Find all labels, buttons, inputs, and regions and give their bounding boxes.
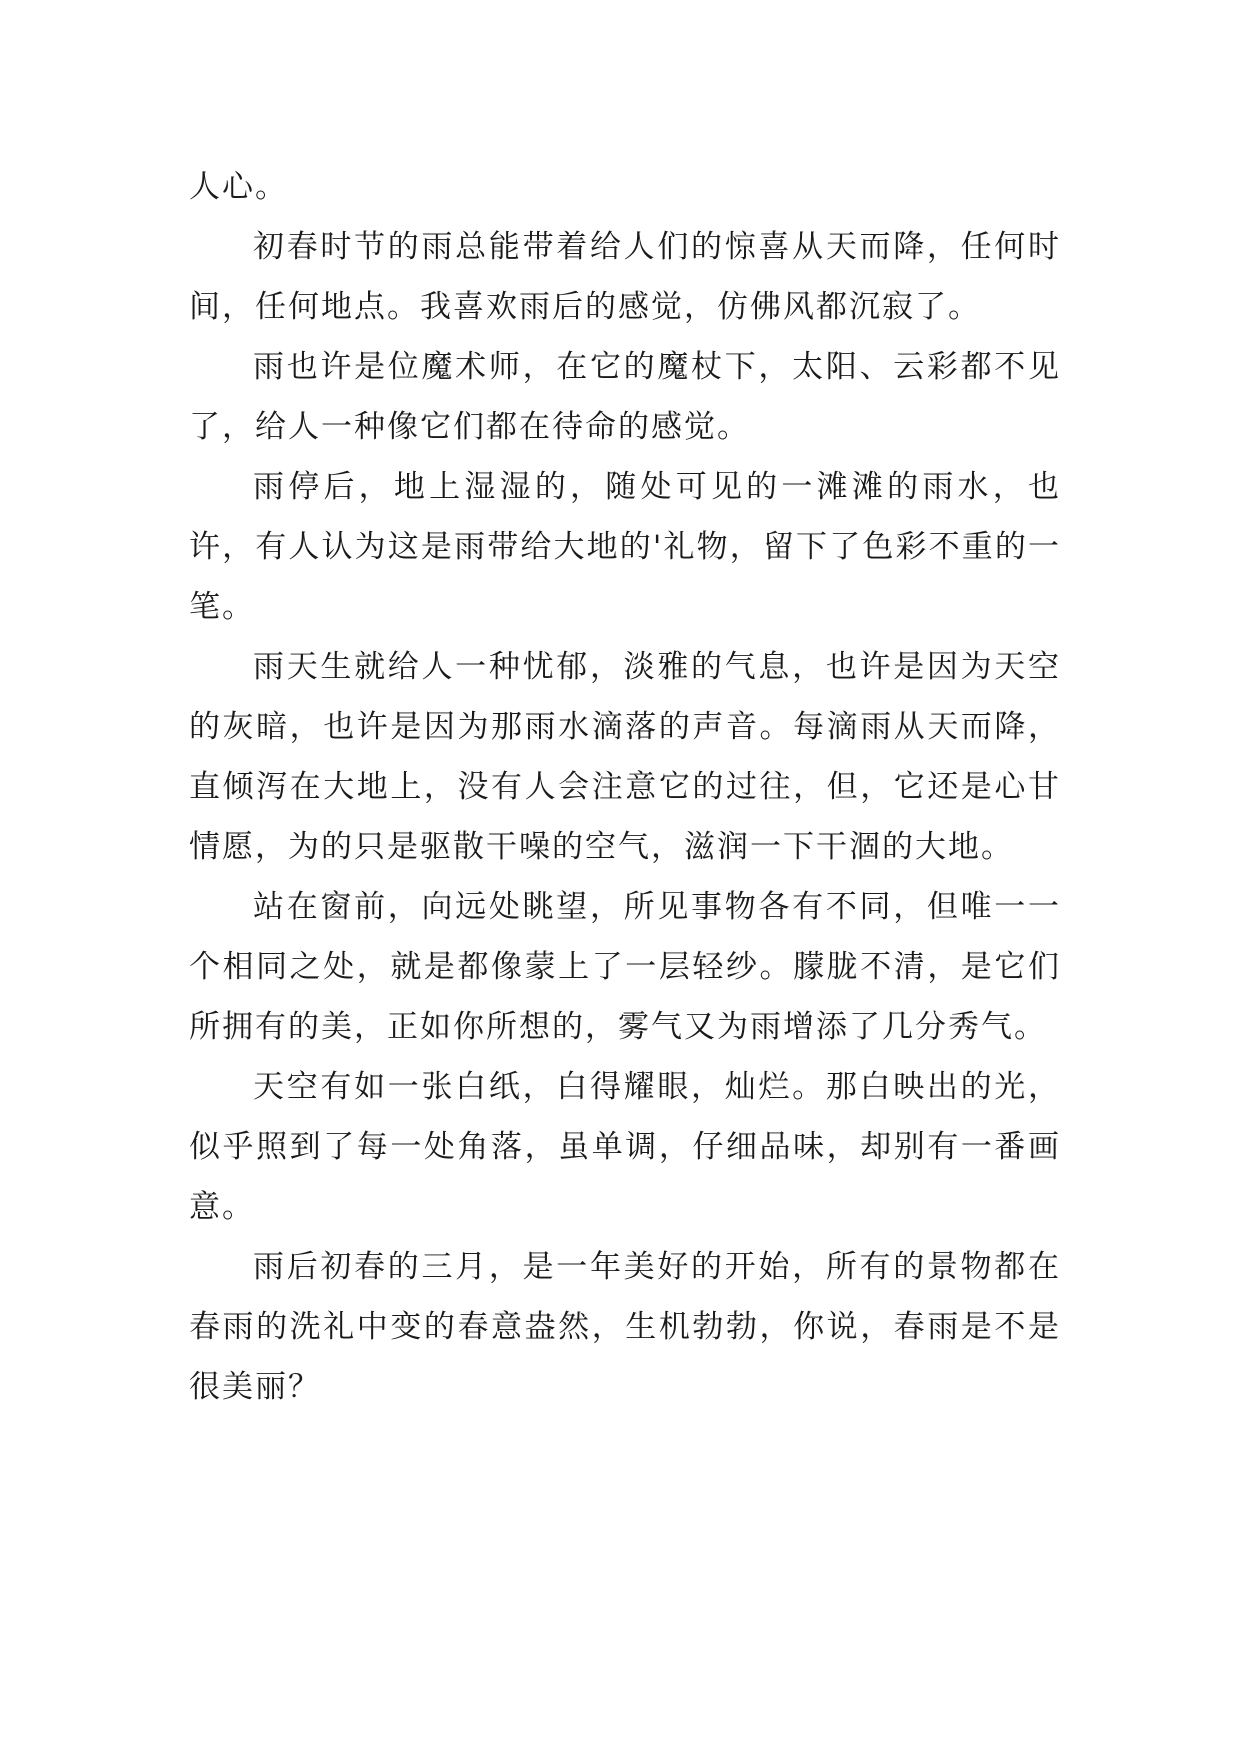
essay-body [189, 157, 1061, 1417]
paragraph: 雨后初春的三月，是一年美好的开始，所有的景物都在春雨的洗礼中变的春意盎然，生机勃勃，你说，春雨是不是很美丽？ [189, 1249, 1061, 1405]
paragraph: 站在窗前，向远处眺望，所见事物各有不同，但唯一一个相同之处，就是都像蒙上了一层轻纱。朦胧不清，是它们所拥有的美，正如你所想的，雾气又为雨增添了几分秀气。 [189, 889, 1061, 1045]
paragraph: 天空有如一张白纸，白得耀眼，灿烂。那白映出的光，似乎照到了每一处角落，虽单调，仔细品味，却别有一番画意。 [189, 1069, 1061, 1225]
paragraph-continuation: 人心。 [189, 169, 288, 205]
paragraph: 雨天生就给人一种忧郁，淡雅的气息，也许是因为天空的灰暗，也许是因为那雨水滴落的声音。每滴雨从天而降，直倾泻在大地上，没有人会注意它的过往，但，它还是心甘情愿，为的只是驱散干噪的空气，滋润一下干涸的大地。 [189, 649, 1061, 865]
paragraph: 初春时节的雨总能带着给人们的惊喜从天而降，任何时间，任何地点。我喜欢雨后的感觉，仿佛风都沉寂了。 [189, 229, 1061, 325]
paragraph: 雨也许是位魔术师，在它的魔杖下，太阳、云彩都不见了，给人一种像它们都在待命的感觉。 [189, 349, 1061, 445]
paragraph: 雨停后，地上湿湿的，随处可见的一滩滩的雨水，也许，有人认为这是雨带给大地的'礼物，留下了色彩不重的一笔。 [189, 469, 1061, 625]
